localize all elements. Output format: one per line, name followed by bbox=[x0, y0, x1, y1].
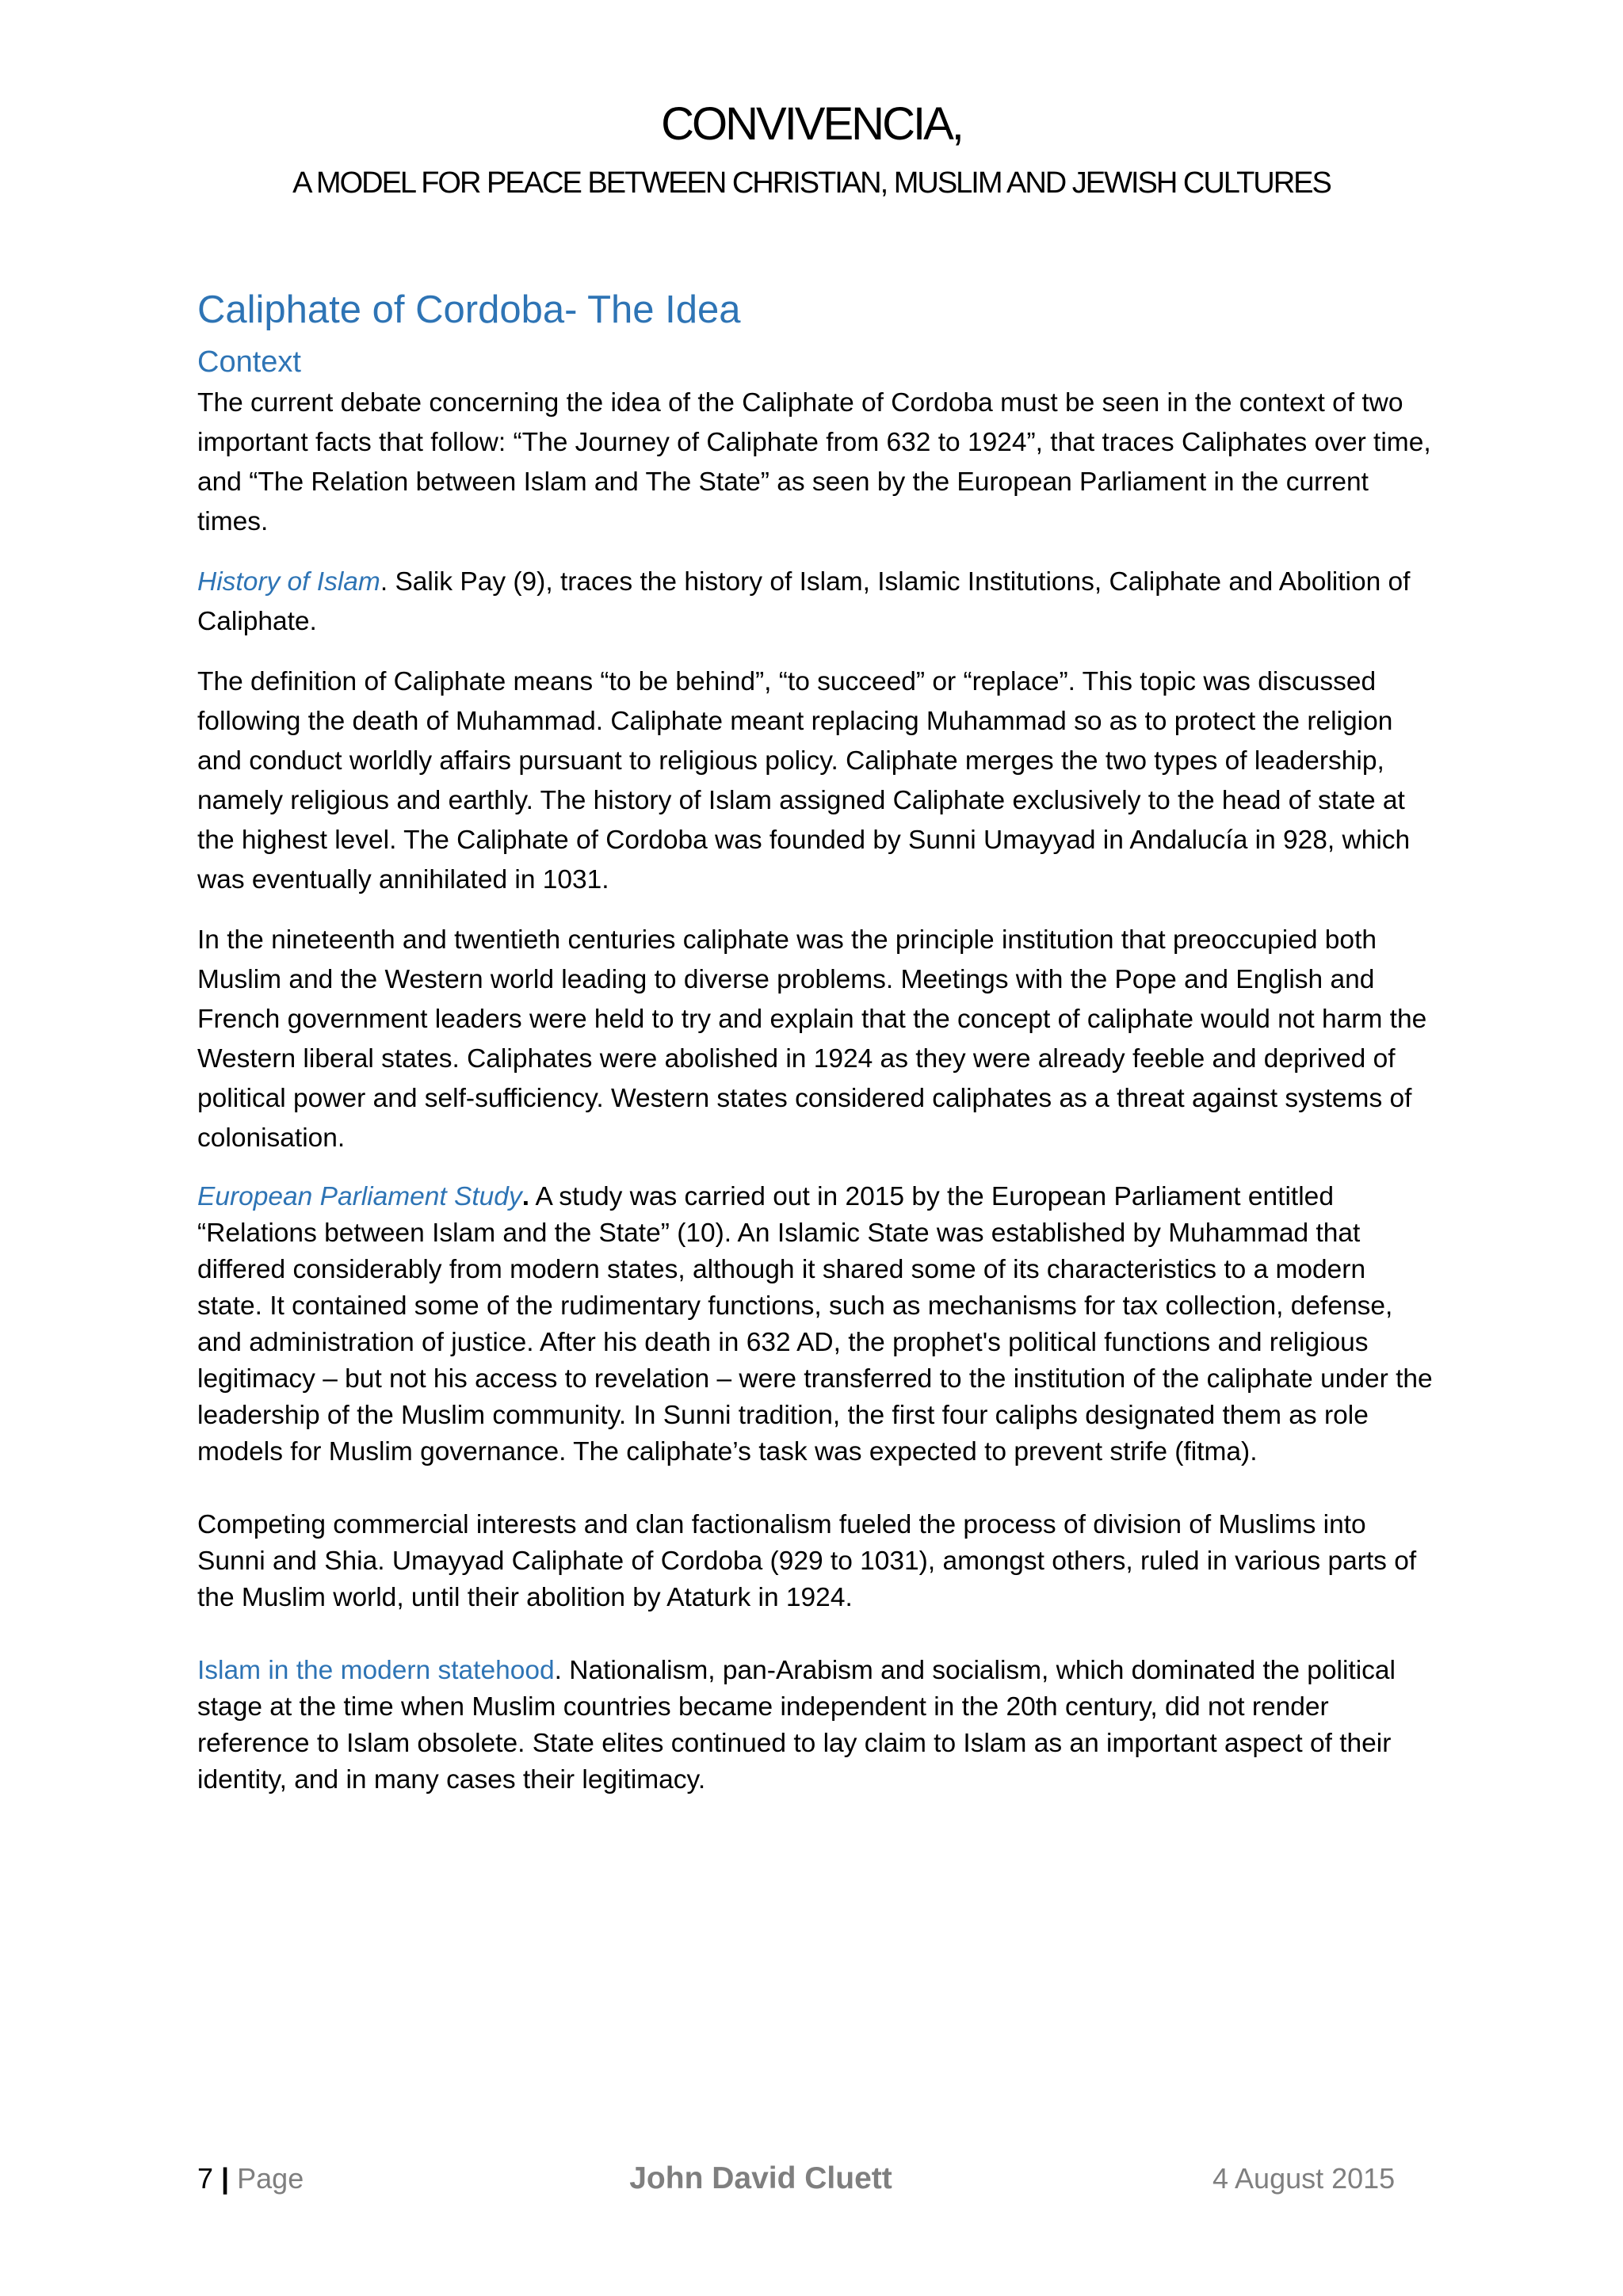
section-heading: Caliphate of Cordoba- The Idea bbox=[197, 288, 741, 331]
page-content bbox=[197, 282, 1434, 1798]
definition-paragraph: The definition of Caliphate means “to be behind”, “to succeed” or “replace”. This topic was discussed following the death of Muhammad. Caliphate meant replacing Muhammad so as to protect the religion and conduct worldly affairs pursuant to religious policy. Caliphate merges the two types of leadership, namely religious and earthly. The history of Islam assigned Caliphate exclusively to the head of state at the highest level. The Caliphate of Cordoba was founded by Sunni Umayyad in Andalucía in 928, which was eventually annihilated in 1031. bbox=[197, 667, 1411, 894]
competing-interests-paragraph: Competing commercial interests and clan factionalism fueled the process of division of Muslims into Sunni and Shia. Umayyad Caliphate of Cordoba (929 to 1031), amongst others, ruled in various parts of the Muslim world, until their abolition by Ataturk in 1924. bbox=[197, 1510, 1417, 1612]
footer-date: 4 August 2015 bbox=[1212, 2162, 1396, 2195]
document-subtitle: A MODEL FOR PEACE BETWEEN CHRISTIAN, MUSLIM AND JEWISH CULTURES bbox=[292, 166, 1331, 200]
european-parliament-paragraph bbox=[197, 1179, 1434, 1470]
modern-statehood-text: . Nationalism, pan-Arabism and socialism, which dominated the political stage at the time when Muslim countries became independent in the 20th century, did not render reference to Islam obsolete. State elites continued to lay claim to Islam as an important aspect of their identity, and in many cases their legitimacy. bbox=[197, 1656, 1396, 1794]
history-of-islam-label: History of Islam bbox=[197, 567, 380, 597]
history-paragraph bbox=[197, 563, 1434, 642]
context-subheading: Context bbox=[197, 345, 301, 379]
islam-modern-statehood-label: Islam in the modern statehood bbox=[197, 1656, 555, 1685]
page-separator: | bbox=[221, 2162, 230, 2195]
history-text: . Salik Pay (9), traces the history of Islam, Islamic Institutions, Caliphate and Abolition of Caliphate. bbox=[197, 567, 1411, 636]
european-parliament-text: A study was carried out in 2015 by the European Parliament entitled “Relations between Islam and the State” (10). An Islamic State was established by Muhammad that differed considerably from modern states, although it shared some of its characteristics to a modern state. It contained some of the rudimentary functions, such as mechanisms for tax collection, defense, and administration of justice. After his death in 632 AD, the prophet's political functions and religious legitimacy – but not his access to revelation – were transferred to the institution of the caliphate under the leadership of the Muslim community. In Sunni tradition, the first four caliphs designated them as role models for Muslim governance. The caliphate’s task was expected to prevent strife (fitma). bbox=[197, 1182, 1433, 1466]
page-label: Page bbox=[237, 2162, 304, 2195]
context-paragraph: The current debate concerning the idea of the Caliphate of Cordoba must be seen in the context of two important facts that follow: “The Journey of Caliphate from 632 to 1924”, that traces Caliphates over time, and “The Relation between Islam and The State” as seen by the European Parliament in the current times. bbox=[197, 388, 1431, 536]
footer-author: John David Cluett bbox=[629, 2161, 892, 2195]
european-parliament-study-label: European Parliament Study bbox=[197, 1182, 522, 1211]
european-parliament-period: . bbox=[521, 1182, 530, 1211]
modern-statehood-paragraph bbox=[197, 1653, 1434, 1798]
page-number: 7 bbox=[197, 2162, 214, 2195]
nineteenth-century-paragraph: In the nineteenth and twentieth centuries caliphate was the principle institution that preoccupied both Muslim and the Western world leading to diverse problems. Meetings with the Pope and English and French government leaders were held to try and explain that the concept of caliphate would not harm the Western liberal states. Caliphates were abolished in 1924 as they were already feeble and deprived of political power and self-sufficiency. Western states considered caliphates as a threat against systems of colonisation. bbox=[197, 925, 1427, 1153]
document-title: CONVIVENCIA, bbox=[661, 98, 962, 150]
